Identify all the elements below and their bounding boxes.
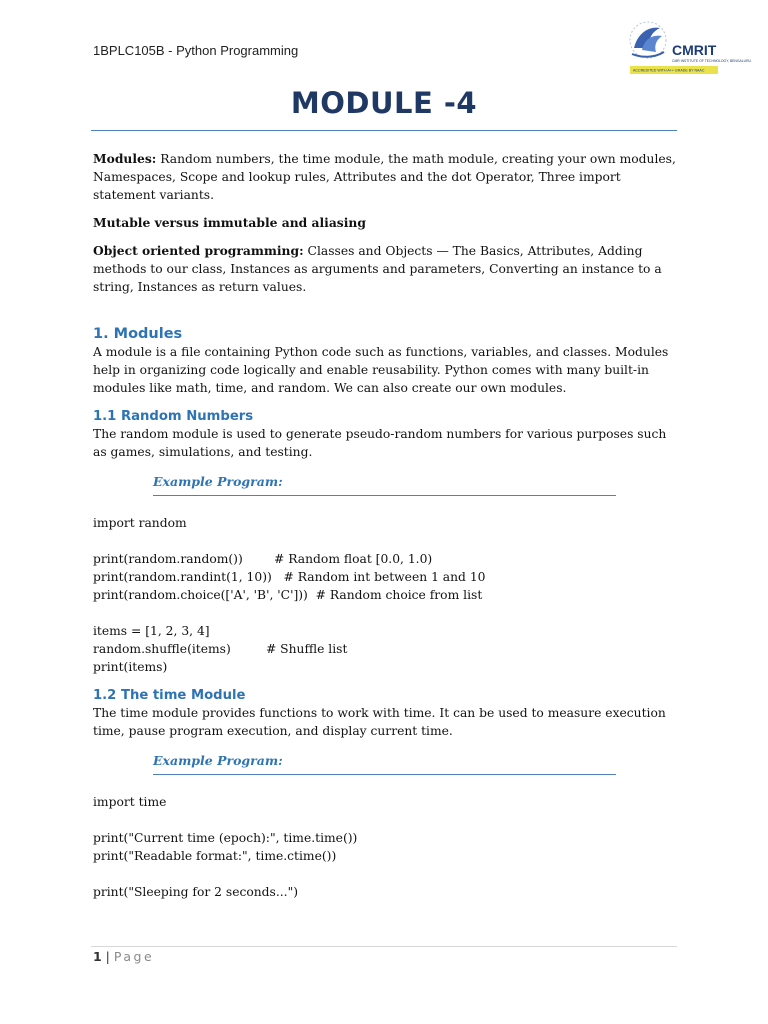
svg-text:CMR INSTITUTE OF TECHNOLOGY, B: CMR INSTITUTE OF TECHNOLOGY, BENGALURU: [672, 59, 751, 63]
module-title: MODULE -4: [290, 86, 478, 120]
page-number: 1: [93, 949, 102, 964]
example-program-label: Example Program:: [153, 474, 616, 496]
code-line: print("Current time (epoch):", time.time()): [93, 831, 358, 845]
code-line: random.shuffle(items) # Shuffle list: [93, 642, 348, 656]
cmrit-logo: [620, 18, 751, 78]
course-header: 1BPLC105B - Python Programming: [93, 43, 299, 58]
footer-separator: |: [101, 949, 114, 964]
title-divider: [91, 130, 677, 131]
code-line: print(random.randint(1, 10)) # Random int between 1 and 10: [93, 570, 486, 584]
svg-text:ACCREDITED WITH A++ GRADE BY N: ACCREDITED WITH A++ GRADE BY NAAC: [633, 68, 705, 73]
section-text-time: The time module provides functions to work with time. It can be used to measure execution time, pause program execution, and display current time.: [93, 706, 666, 738]
code-block-time: [93, 793, 683, 901]
section-text-random: The random module is used to generate pseudo-random numbers for various purposes such as games, simulations, and testing.: [93, 427, 667, 459]
code-line: [93, 811, 683, 829]
code-line: print("Readable format:", time.ctime()): [93, 849, 337, 863]
code-line: print(random.random()) # Random float [0.0, 1.0): [93, 552, 433, 566]
code-line: [93, 532, 683, 550]
section-text-modules: A module is a file containing Python code such as functions, variables, and classes. Modules help in organizing code logically and enable reusability. Python comes with many built-in modules like math, time, and random. We can also create our own modules.: [93, 345, 669, 395]
svg-text:CMRIT: CMRIT: [672, 42, 717, 58]
code-line: [93, 604, 683, 622]
code-line: print(random.choice(['A', 'B', 'C'])) # Random choice from list: [93, 588, 483, 602]
syllabus-oop: Object oriented programming: Classes and Objects — The Basics, Attributes, Adding methods to our class, Instances as arguments and parameters, Converting an instance to a string, Instances as return values.: [93, 243, 662, 294]
page-footer: [93, 949, 154, 964]
section-heading-time: 1.2 The time Module: [93, 688, 246, 703]
example-program-label: Example Program:: [153, 753, 616, 775]
code-line: print("Sleeping for 2 seconds..."): [93, 885, 299, 899]
syllabus-modules: Modules: Random numbers, the time module, the math module, creating your own modules, Namespaces, Scope and lookup rules, Attributes and the dot Operator, Three import statement variants.: [93, 151, 676, 202]
code-line: import random: [93, 516, 187, 530]
code-line: [93, 865, 683, 883]
code-line: import time: [93, 795, 167, 809]
section-heading-modules: 1. Modules: [93, 326, 183, 342]
section-heading-random: 1.1 Random Numbers: [93, 409, 254, 424]
code-line: print(items): [93, 660, 168, 674]
footer-divider: [91, 946, 677, 947]
syllabus-mutable: Mutable versus immutable and aliasing: [93, 215, 366, 230]
page-label: Page: [113, 949, 155, 964]
code-block-random: [93, 514, 683, 676]
page-content: [93, 150, 683, 901]
code-line: items = [1, 2, 3, 4]: [93, 624, 210, 638]
